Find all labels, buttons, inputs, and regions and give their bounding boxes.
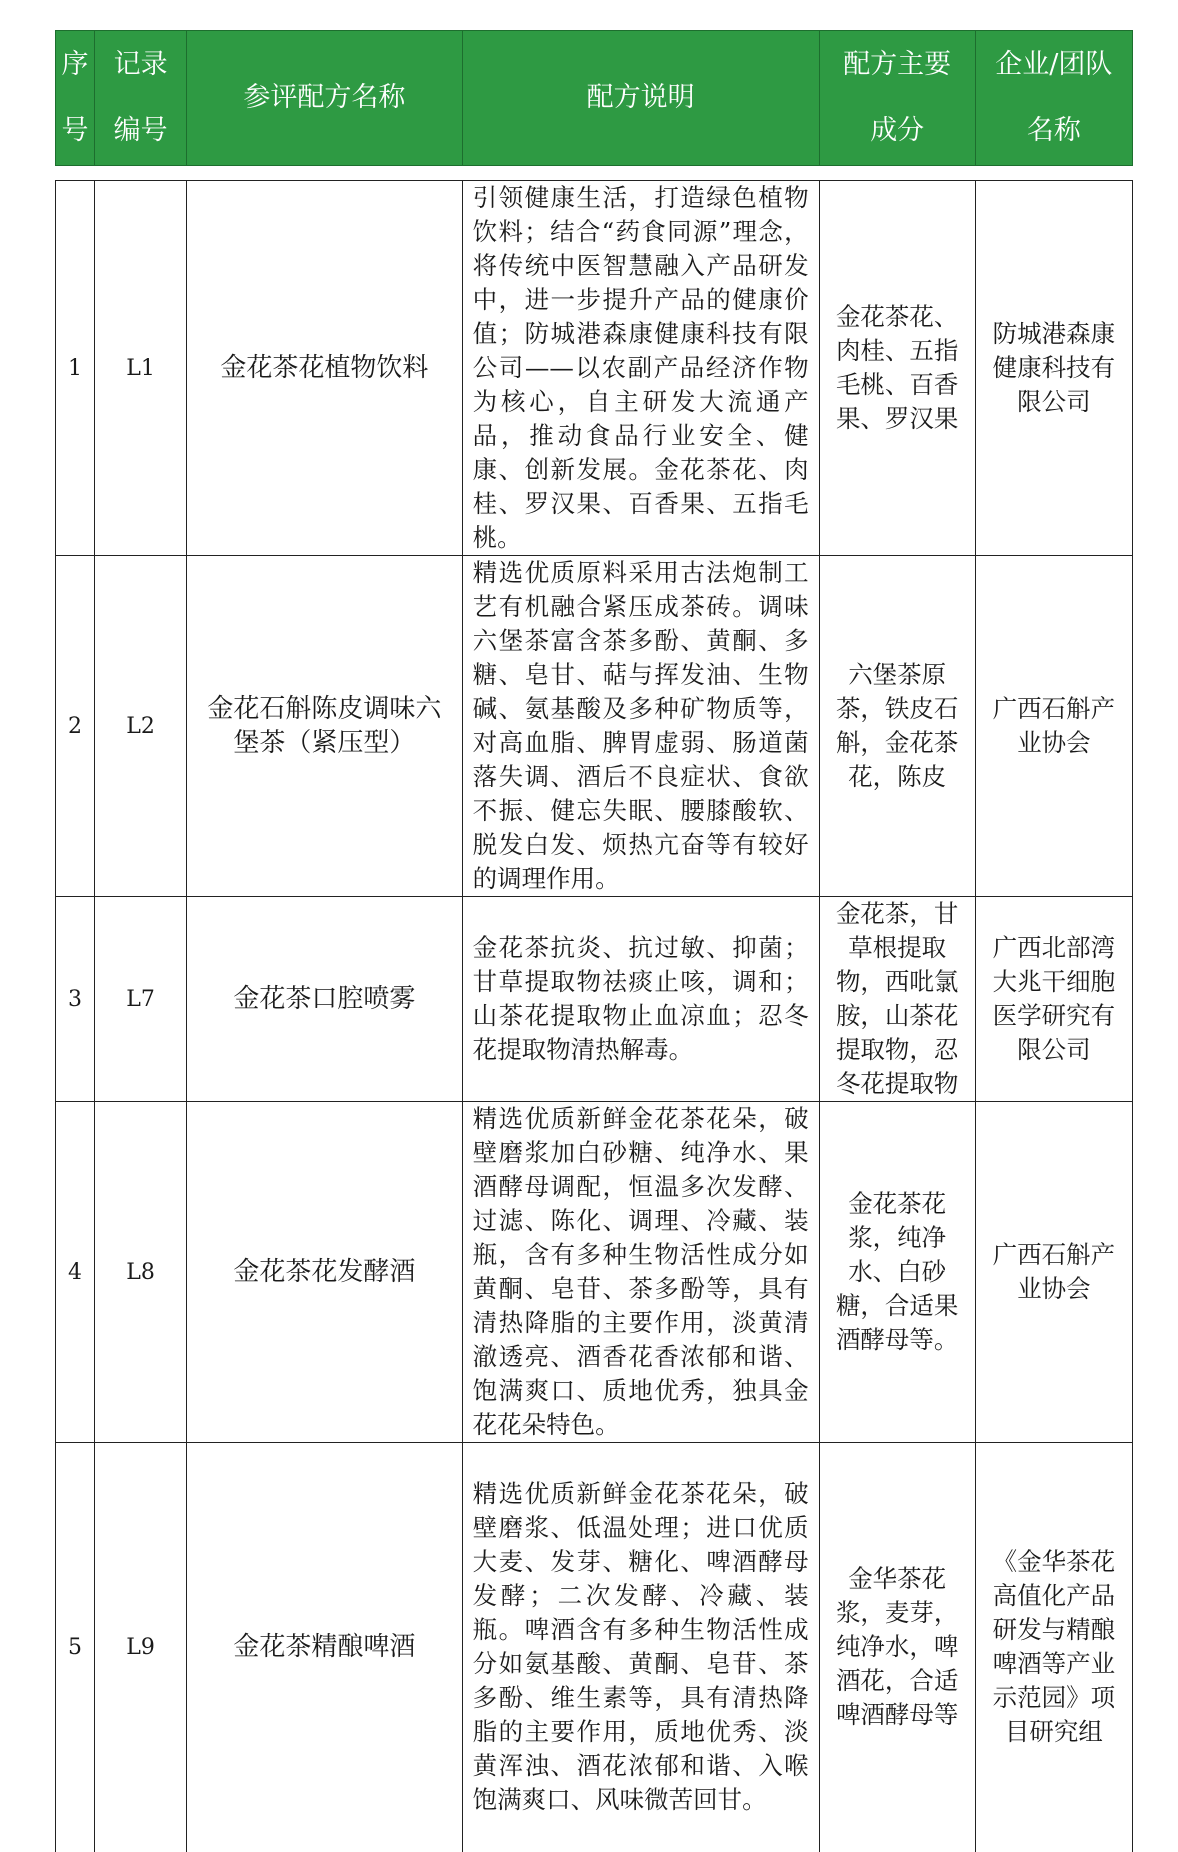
header-ingredients [819,31,975,166]
header-ingredients-line1: 配方主要 [843,49,952,80]
header-index [56,31,95,166]
row-ingredients: 金花茶花浆，纯净水、白砂糖，合适果酒酵母等。 [819,1102,975,1443]
header-index-line2: 号 [61,115,89,146]
row-name: 金花茶花植物饮料 [187,181,462,556]
header-code-line1: 记录 [113,49,168,80]
row-name: 金花茶口腔喷雾 [187,897,462,1102]
row-code: L7 [95,897,187,1102]
table-row [56,1443,1133,1852]
row-index: 5 [56,1443,95,1852]
formula-table [55,180,1133,1852]
row-name: 金花石斛陈皮调味六堡茶（紧压型） [187,556,462,897]
table-row [56,897,1133,1102]
header-ingredients-line2: 成分 [870,115,925,146]
row-ingredients: 金华茶花浆，麦芽，纯净水，啤酒花，合适啤酒酵母等 [819,1443,975,1852]
row-description: 引领健康生活，打造绿色植物饮料；结合“药食同源”理念，将传统中医智慧融入产品研发中，进一步提升产品的健康价值；防城港森康健康科技有限公司——以农副产品经济作物为核心，自主研发大流通产品，推动食品行业安全、健康、创新发展。金花茶花、肉桂、罗汉果、百香果、五指毛桃。 [462,181,819,556]
header-index-line1: 序 [61,49,89,80]
header-org [975,31,1132,166]
row-index: 3 [56,897,95,1102]
row-code: L8 [95,1102,187,1443]
row-org: 广西石斛产业协会 [975,556,1132,897]
row-description: 金花茶抗炎、抗过敏、抑菌；甘草提取物祛痰止咳，调和；山茶花提取物止血凉血；忍冬花提取物清热解毒。 [462,897,819,1102]
row-org: 《金华茶花高值化产品研发与精酿啤酒等产业示范园》项目研究组 [975,1443,1132,1852]
row-description: 精选优质新鲜金花茶花朵，破壁磨浆、低温处理；进口优质大麦、发芽、糖化、啤酒酵母发酵；二次发酵、冷藏、装瓶。啤酒含有多种生物活性成分如氨基酸、黄酮、皂苷、茶多酚、维生素等，具有清热降脂的主要作用，质地优秀、淡黄浑浊、酒花浓郁和谐、入喉饱满爽口、风味微苦回甘。 [462,1443,819,1852]
header-code-line2: 编号 [113,115,168,146]
row-ingredients: 六堡茶原茶，铁皮石斛，金花茶花，陈皮 [819,556,975,897]
header-name: 参评配方名称 [187,31,462,166]
row-code: L9 [95,1443,187,1852]
row-org: 广西石斛产业协会 [975,1102,1132,1443]
row-ingredients: 金花茶，甘草根提取物，西吡氯胺，山茶花提取物，忍冬花提取物 [819,897,975,1102]
header-org-line2: 名称 [1026,115,1081,146]
row-index: 2 [56,556,95,897]
row-code: L1 [95,181,187,556]
header-org-line1: 企业/团队 [995,49,1113,80]
row-name: 金花茶花发酵酒 [187,1102,462,1443]
row-index: 1 [56,181,95,556]
row-description: 精选优质原料采用古法炮制工艺有机融合紧压成茶砖。调味六堡茶富含茶多酚、黄酮、多糖、皂甘、萜与挥发油、生物碱、氨基酸及多种矿物质等，对高血脂、脾胃虚弱、肠道菌落失调、酒后不良症状、食欲不振、健忘失眠、腰膝酸软、脱发白发、烦热亢奋等有较好的调理作用。 [462,556,819,897]
header-description: 配方说明 [462,31,819,166]
row-name: 金花茶精酿啤酒 [187,1443,462,1852]
row-description: 精选优质新鲜金花茶花朵，破壁磨浆加白砂糖、纯净水、果酒酵母调配，恒温多次发酵、过滤、陈化、调理、冷藏、装瓶，含有多种生物活性成分如黄酮、皂苷、茶多酚等，具有清热降脂的主要作用，淡黄清澈透亮、酒香花香浓郁和谐、饱满爽口、质地优秀，独具金花花朵特色。 [462,1102,819,1443]
row-ingredients: 金花茶花、肉桂、五指毛桃、百香果、罗汉果 [819,181,975,556]
table-row [56,181,1133,556]
row-org: 防城港森康健康科技有限公司 [975,181,1132,556]
table-row [56,556,1133,897]
table-header [55,30,1133,166]
row-org: 广西北部湾大兆干细胞医学研究有限公司 [975,897,1132,1102]
table-row [56,1102,1133,1443]
row-index: 4 [56,1102,95,1443]
header-code [95,31,187,166]
row-code: L2 [95,556,187,897]
